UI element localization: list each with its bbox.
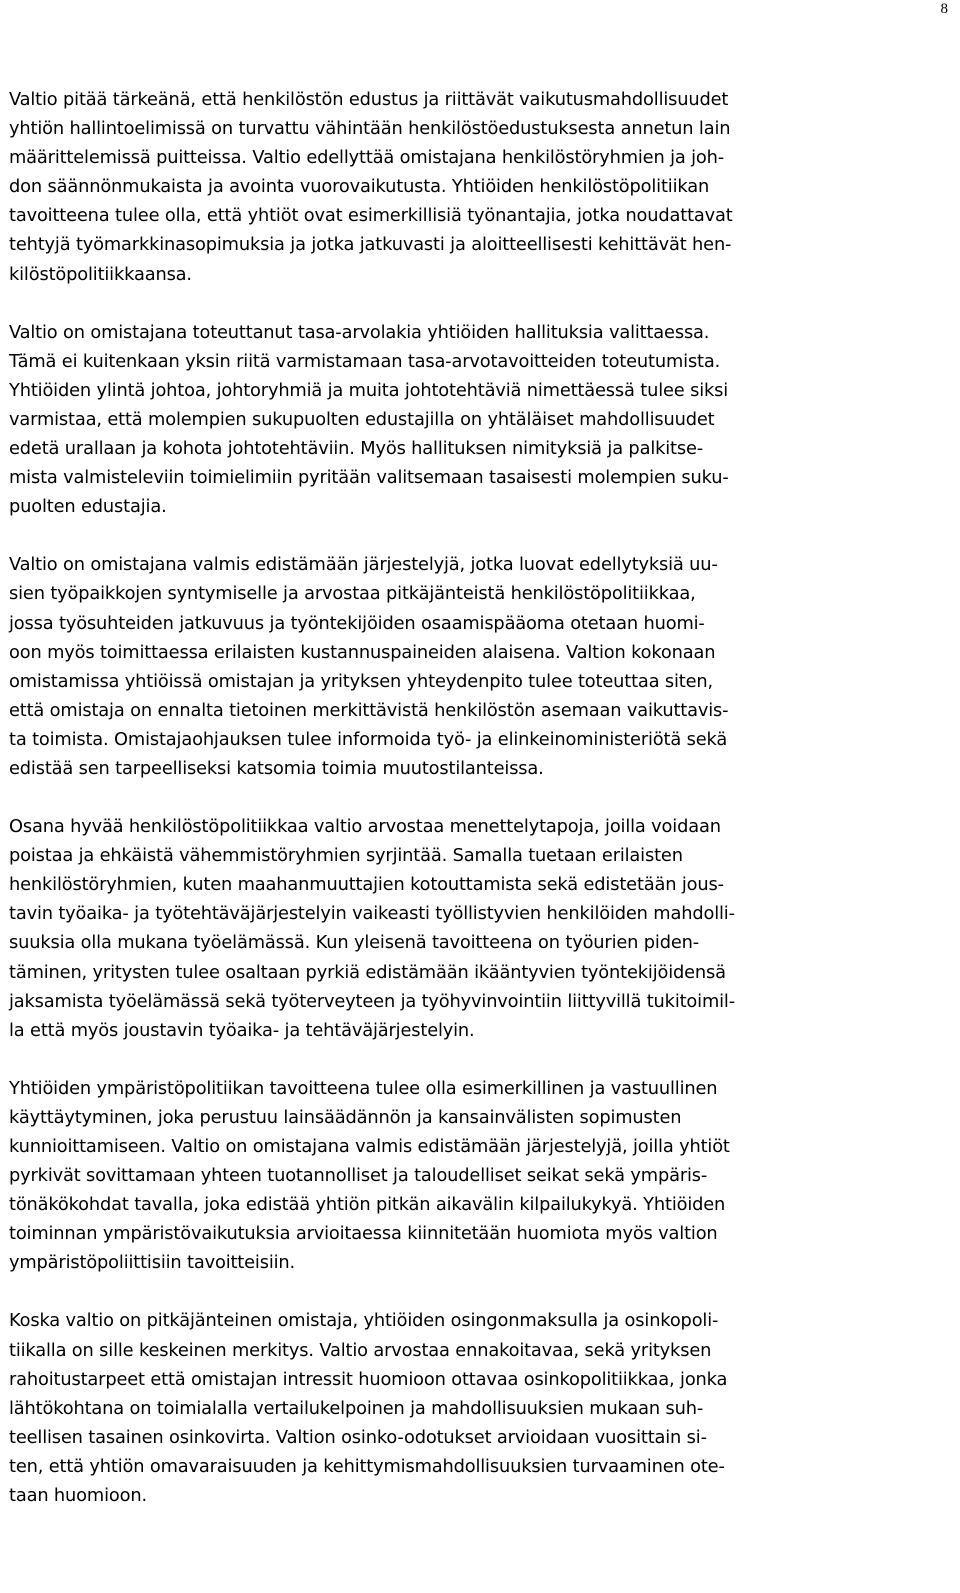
text-line: Osana hyvää henkilöstöpolitiikkaa valtio arvostaa menettelytapoja, joilla voidaan	[9, 816, 721, 838]
text-line: käyttäytyminen, joka perustuu lainsäädännön ja kansainvälisten sopimusten	[9, 1106, 682, 1128]
text-line: henkilöstöryhmien, kuten maahanmuuttajien kotouttamista sekä edistetään jous-	[9, 874, 724, 896]
text-line: mista valmisteleviin toimielimiin pyritään valitsemaan tasaisesti molempien suku-	[9, 467, 729, 489]
text-line: edistää sen tarpeelliseksi katsomia toimia muutostilanteissa.	[9, 757, 544, 779]
text-line: varmistaa, että molempien sukupuolten edustajilla on yhtäläiset mahdollisuudet	[9, 408, 715, 430]
text-line: täminen, yritysten tulee osaltaan pyrkiä edistämään ikääntyvien työntekijöidensä	[9, 961, 726, 983]
text-line: ympäristöpoliittisiin tavoitteisiin.	[9, 1252, 296, 1274]
paragraph-employment	[9, 550, 944, 783]
text-line: jossa työsuhteiden jatkuvuus ja työntekijöiden osaamispääoma otetaan huomi-	[9, 612, 705, 634]
text-line: tavin työaika- ja työtehtäväjärjestelyin vaikeasti työllistyvien henkilöiden mahdolli-	[9, 903, 735, 925]
text-line: kunnioittamiseen. Valtio on omistajana valmis edistämään järjestelyjä, joilla yhtiöt	[9, 1136, 730, 1157]
text-line: Koska valtio on pitkäjänteinen omistaja, yhtiöiden osingonmaksulla ja osinkopoli-	[9, 1310, 719, 1332]
text-line: taan huomioon.	[9, 1485, 147, 1507]
document-body	[9, 85, 944, 1539]
text-line: omistamissa yhtiöissä omistajan ja yrityksen yhteydenpito tulee toteuttaa siten,	[9, 670, 714, 692]
text-line: lähtökohtana on toimialalla vertailukelpoinen ja mahdollisuuksien mukaan suh-	[9, 1397, 704, 1419]
paragraph-minorities	[9, 812, 944, 1045]
text-line: sien työpaikkojen syntymiselle ja arvostaa pitkäjänteistä henkilöstöpolitiikkaa,	[9, 583, 696, 605]
text-line: Yhtiöiden ylintä johtoa, johtoryhmiä ja muita johtotehtäviä nimettäessä tulee siksi	[9, 379, 729, 401]
text-line: don säännönmukaista ja avointa vuorovaikutusta. Yhtiöiden henkilöstöpolitiikan	[9, 176, 710, 198]
paragraph-dividends	[9, 1306, 944, 1510]
text-line: puolten edustajia.	[9, 496, 167, 518]
text-line: edetä urallaan ja kohota johtotehtäviin. Myös hallituksen nimityksiä ja palkitse-	[9, 438, 704, 460]
text-line: kilöstöpolitiikkaansa.	[9, 263, 192, 285]
text-line: toiminnan ympäristövaikutuksia arvioitaessa kiinnitetään huomiota myös valtion	[9, 1223, 718, 1245]
text-line: Valtio pitää tärkeänä, että henkilöstön edustus ja riittävät vaikutusmahdollisuudet	[9, 89, 729, 110]
text-line: suuksia olla mukana työelämässä. Kun yleisenä tavoitteena on työurien piden-	[9, 932, 700, 954]
text-line: poistaa ja ehkäistä vähemmistöryhmien syrjintää. Samalla tuetaan erilaisten	[9, 845, 683, 867]
text-line: tönäkökohdat tavalla, joka edistää yhtiön pitkän aikavälin kilpailukykyä. Yhtiöiden	[9, 1194, 726, 1216]
text-line: teellisen tasainen osinkovirta. Valtion osinko-odotukset arvioidaan vuosittain si-	[9, 1426, 707, 1448]
text-line: määrittelemissä puitteissa. Valtio edellyttää omistajana henkilöstöryhmien ja joh-	[9, 147, 725, 169]
paragraph-staff-representation	[9, 85, 944, 289]
text-line: Yhtiöiden ympäristöpolitiikan tavoitteena tulee olla esimerkillinen ja vastuullinen	[9, 1077, 718, 1099]
text-line: pyrkivät sovittamaan yhteen tuotannolliset ja taloudelliset seikat sekä ympäris-	[9, 1165, 708, 1187]
text-line: ta toimista. Omistajaohjauksen tulee informoida työ- ja elinkeinoministeriötä sekä	[9, 728, 728, 750]
text-line: yhtiön hallintoelimissä on turvattu vähintään henkilöstöedustuksesta annetun lain	[9, 118, 731, 140]
text-line: Valtio on omistajana toteuttanut tasa-arvolakia yhtiöiden hallituksia valittaessa.	[9, 321, 710, 343]
text-line: Tämä ei kuitenkaan yksin riitä varmistamaan tasa-arvotavoitteiden toteutumista.	[9, 350, 721, 372]
text-line: Valtio on omistajana valmis edistämään järjestelyjä, jotka luovat edellytyksiä uu-	[9, 554, 718, 576]
page-number: 8	[940, 1, 948, 17]
text-line: ten, että yhtiön omavaraisuuden ja kehittymismahdollisuuksien turvaaminen ote-	[9, 1455, 725, 1477]
paragraph-equality	[9, 318, 944, 522]
text-line: tavoitteena tulee olla, että yhtiöt ovat esimerkillisiä työnantajia, jotka noudattavat	[9, 205, 733, 227]
paragraph-environment	[9, 1074, 944, 1278]
text-line: la että myös joustavin työaika- ja tehtäväjärjestelyin.	[9, 1019, 475, 1041]
text-line: tehtyjä työmarkkinasopimuksia ja jotka jatkuvasti ja aloitteellisesti kehittävät hen-	[9, 234, 732, 256]
text-line: tiikalla on sille keskeinen merkitys. Valtio arvostaa ennakoitavaa, sekä yrityksen	[9, 1339, 712, 1361]
text-line: että omistaja on ennalta tietoinen merkittävistä henkilöstön asemaan vaikuttavis-	[9, 699, 729, 721]
text-line: rahoitustarpeet että omistajan intressit huomioon ottavaa osinkopolitiikkaa, jonka	[9, 1368, 728, 1390]
text-line: jaksamista työelämässä sekä työterveyteen ja työhyvinvointiin liittyvillä tukitoimil-	[9, 990, 735, 1012]
text-line: oon myös toimittaessa erilaisten kustannuspaineiden alaisena. Valtion kokonaan	[9, 641, 716, 663]
